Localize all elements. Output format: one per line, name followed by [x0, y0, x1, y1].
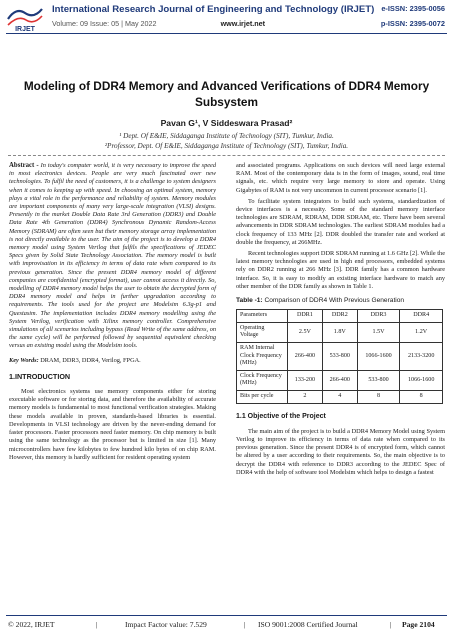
table-cell: 1.8V	[322, 322, 357, 342]
affiliation-2: ²Professor, Dept. Of E&IE, Siddaganga Institute of Technology (SIT), Tumkur, India.	[104, 142, 349, 150]
table-caption-label: Table -1:	[236, 297, 263, 305]
objective-paragraph: The main aim of the project is to build a DDR4 Memory Model using System Verilog to improve its efficiency in terms of data rate when compared to its previous generation. Since the present DDR4 is of encrypted form, which cannot be altered by a user according to their requirements. So, the main objective is to decrypt the DDR4 with reference to DDR3 according to the JEDEC Spec of DDR4 with the help of software tool Modelsim which helps to design a fastest	[236, 427, 445, 476]
table-cell: 533-800	[357, 370, 400, 390]
footer-rule	[6, 615, 447, 616]
svg-text:IRJET: IRJET	[15, 26, 35, 32]
table-cell: 1066-1600	[400, 370, 443, 390]
eissn: e-ISSN: 2395-0056	[381, 4, 445, 13]
table-cell: 2	[288, 391, 323, 404]
table-cell: 2.5V	[288, 322, 323, 342]
table-cell: 8	[357, 391, 400, 404]
table-cell: 1.2V	[400, 322, 443, 342]
right-paragraph-2: To facilitate system integrators to build such systems, standardization of device interfaces is a necessity. Some of the standard memory interface technologies are SDRAM, RDRAM, DDR SDRAM, etc. There have been several advancements in DDR SDRAM technologies. The earliest SDRAM modules had a clock frequency of 133 MHz [2]. DDR doubled the transfer rate and worked at double the frequency, at 266MHz.	[236, 197, 445, 246]
comparison-table	[236, 309, 443, 403]
table-caption	[236, 297, 445, 305]
table-header-cell: DDR2	[322, 310, 357, 323]
right-paragraph-1: and associated programs. Applications on such devices will need large external RAM. Most of the contemporary data is in the form of images, sound, real time signals, etc. which require very large memory to store and operate. Using Gigabytes of RAM is not very uncommon in current processor scenario [1].	[236, 162, 445, 194]
journal-volume-line	[52, 19, 265, 28]
footer-separator: |	[244, 620, 246, 629]
footer-impact-factor: Impact Factor value: 7.529	[125, 620, 207, 629]
irjet-logo	[6, 5, 44, 32]
journal-website: www.irjet.net	[220, 19, 266, 28]
table-row	[237, 370, 443, 390]
footer-page-number: Page 2104	[402, 620, 435, 629]
table-cell: Bits per cycle	[237, 391, 288, 404]
table-header-row	[237, 310, 443, 323]
table-cell: 266-400	[322, 370, 357, 390]
table-cell: Clock Frequency (MHz)	[237, 370, 288, 390]
abstract-label: Abstract -	[9, 162, 39, 169]
abstract-text: In today's computer world, it is very necessary to improve the speed in most electronics devices. People are very much fascinated over new technologies. To fulfil the need of customers, it is a challenge to system designers when it comes to keeping up with speed. In choosing an optimal system, memory plays a vital role in the performance and reliability of system. Memory modules are important components of many very large-scale integration (VLSI) designs. Presently in the market Double Data Rate 3rd Generation (DDR3) and Double Data Rate 4th Generation (DDR4) Synchronous Dynamic Random-Access Memory (SDRAM) are often seen but their memory storage array implementation is not directly available to the user. The aim of the project is to develop a DDR4 memory model using System Verilog that fulfils the specifications of JEDEC Specs given by Solid State Technology Association. The memory model is built with improvisation in its efficiency in terms of data rate when compared to its previous generation. Since the present DDR4 memory model of different companies are confidential (encrypted format), user cannot access it directly. So, modelling of DDR4 memory model helps the user to obtain the decrypted form of DDR4 memory model and helps in further upgradation according to requirements. The tools used for the project are Modelsim 6.3g-p1 and Questasim. The implementation includes DDR4 memory modelling using the System Verilog, verification with Xilinx memory controller. Comprehensive simulations of all scenarios including bypass (Read Write of the same address, on the same cycle) will be performed followed by sequential equivalent checking versus an existing model using the Modelsim tools.	[9, 162, 216, 350]
table-cell: 133-200	[288, 370, 323, 390]
header-rule	[6, 33, 447, 34]
right-paragraph-3: Recent technologies support DDR SDRAM running at 1.6 GHz [2]. While the latest memory technologies are used in high end processors, embedded systems rely on DDR2 running at 266 MHz [3]. DDR family has a common hardware interface. So, it is easy to modify an existing interface hardware to match any other member of the DDR family as shown in Table 1.	[236, 250, 445, 290]
footer-separator: |	[390, 620, 392, 629]
table-cell: 4	[322, 391, 357, 404]
footer-copyright: © 2022, IRJET	[8, 620, 55, 629]
keywords-label: Key Words:	[9, 356, 39, 364]
right-column	[236, 162, 445, 480]
table-row	[237, 391, 443, 404]
table-cell: RAM Internal Clock Frequency (MHz)	[237, 343, 288, 371]
journal-name: International Research Journal of Engineering and Technology (IRJET)	[52, 4, 375, 15]
subsection-heading-objective: 1.1 Objective of the Project	[236, 412, 326, 420]
table-cell: 1.5V	[357, 322, 400, 342]
section-heading-introduction: 1.INTRODUCTION	[9, 371, 71, 381]
paper-title: Modeling of DDR4 Memory and Advanced Verifications of DDR4 Memory Subsystem	[23, 79, 430, 109]
intro-paragraph: Most electronics systems use memory components either for storing executable software or for storing data, and therefore the availability of accurate memory models is fundamental to most functional verification strategies. Making these models available in proven, standards-based libraries is essential. Developments in VLSI technology are driven by the never-ending demand for faster processors. Faster processors need faster memory. On chip memory is built using the same technology as the processor but is limited in size [1]. Many microcontrollers have few kilobytes to few hundred kilo bytes of on chip RAM. However, this memory is hardly sufficient for resident operating system	[9, 388, 216, 461]
left-column	[9, 162, 216, 465]
table-header-cell: DDR1	[288, 310, 323, 323]
footer-separator: |	[96, 620, 98, 629]
pissn: p-ISSN: 2395-0072	[380, 19, 445, 28]
table-cell: 2133-3200	[400, 343, 443, 371]
volume-issue: Volume: 09 Issue: 05 | May 2022	[52, 19, 157, 28]
table-cell: 8	[400, 391, 443, 404]
affiliation-1: ¹ Dept. Of E&IE, Siddaganga Institute of Technology (SIT), Tumkur, India.	[119, 132, 334, 140]
footer-iso: ISO 9001:2008 Certified Journal	[258, 620, 358, 629]
table-row	[237, 322, 443, 342]
table-cell: 1066-1600	[357, 343, 400, 371]
table-cell: Operating Voltage	[237, 322, 288, 342]
separator-line	[8, 155, 445, 156]
paper-authors: Pavan G¹, V Siddeswara Prasad²	[160, 118, 293, 128]
table-row	[237, 343, 443, 371]
keywords	[9, 357, 216, 365]
table-header-cell: DDR4	[400, 310, 443, 323]
abstract	[9, 162, 216, 351]
table-cell: 533-800	[322, 343, 357, 371]
keywords-text: DRAM, DDR3, DDR4, Verilog, FPGA.	[38, 356, 141, 364]
table-cell: 266-400	[288, 343, 323, 371]
table-header-cell: Parameters	[237, 310, 288, 323]
table-header-cell: DDR3	[357, 310, 400, 323]
table-caption-text: Comparison of DDR4 With Previous Generation	[262, 297, 405, 305]
